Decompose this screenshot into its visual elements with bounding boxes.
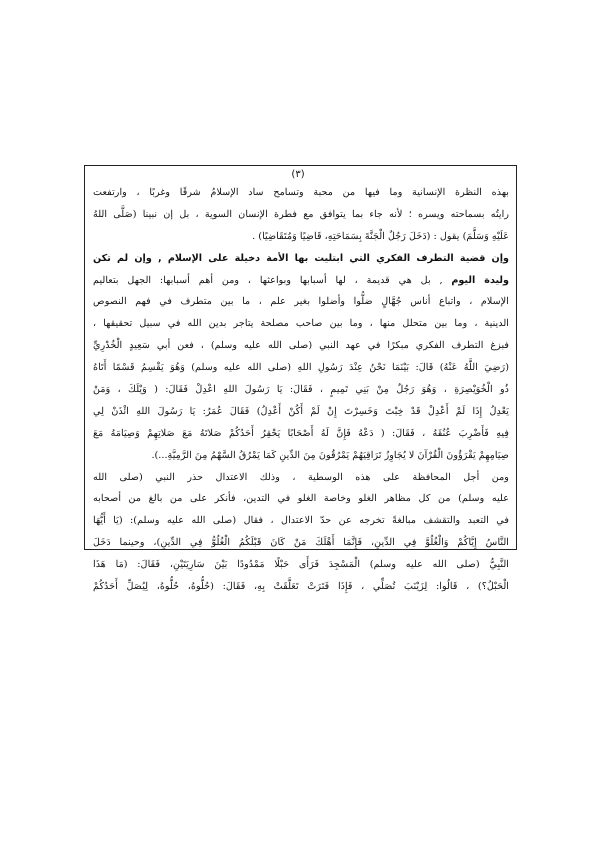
text-line: النَّاسُ إِيَّاكُمْ وَالْغُلُوَّ فِي الدِّينِ، فَإِنَّمَا أَهْلَكَ مَنْ كَانَ قَبْلَكُمُ الْغُلُوُّ فِي الدِّينِ)، وحينما دَخَلَ [93,537,509,549]
text-line: الإسلام ، واتباع أناس جُهَّالٍ ضلُّوا وأضلوا بغير علم ، ما بين متطرف في فهم النصوص [93,296,509,308]
body-text [93,182,509,598]
text-line: الْحَبْلُ؟) ، قَالُوا: لِزَيْنَبَ تُصَلِّي ، فَإِذَا فَتَرَتْ تَعَلَّقَتْ بِهِ، فَقَالَ: (حُلُّوهُ، حُلُّوهُ، لِيُصَلِّ أَحَدُكُمْ [93,581,509,593]
text-line: صِيَامِهِمْ يَقْرَؤُونَ الْقُرْآنَ لا يُجَاوِزُ تَرَاقِيَهُمْ يَمْرُقُونَ مِنَ الدِّينِ كَمَا يَمْرُقُ السَّهْمُ مِنَ الرَّمِيَّةِ...). [151,449,509,461]
text-line-mixed [93,270,509,292]
text-fragment: , بل هي قديمة ، لها أسبابها وبواعثها ، ومن أهم أسبابها: الجهل بتعاليم [93,274,452,286]
text-line: عليه وسلم) من كل مظاهر الغلو وخاصة الغلو في التدين، فأنكر على من بالغ من أصحابه [93,493,509,505]
text-line: رايتُه بسماحته ويسره ؛ لأنه جاء بما يتوافق مع فطرة الإنسان السوية ، بل إن نبينا (صَلَّى اللهُ [93,208,509,220]
text-line: عَلَيْهِ وَسَلَّمَ) يقول : (دَخَلَ رَجُلٌ الْجَنَّةَ بِسَمَاحَتِهِ، قَاضِيًا وَمُتَقَاضِيًا) . [252,230,509,242]
text-line: النَّبِيُّ (صلى الله عليه وسلم) الْمَسْجِدَ فَرَأَى حَبْلًا مَمْدُودًا بَيْنَ سَارِيَتَيْنِ، فَقَالَ: (مَا هَذَا [93,559,509,571]
text-line: الدينية ، وما بين متحلل منها ، وما بين صاحب مصلحة يتاجر بدين الله في سبيل تحقيقها ، [93,318,509,330]
text-line-bold: وإن قضية التطرف الفكري التي ابتليت بها الأمة دخيلة على الإسلام , وإن لم تكن [93,252,509,264]
bold-phrase: وليدة اليوم [451,274,509,286]
text-line: ذُو الْخُوَيْصِرَةِ ، وَهُوَ رَجُلٌ مِنْ بَنِي تَمِيمٍ ، فَقَالَ: يَا رَسُولَ اللهِ اعْدِلْ فَقَالَ: ( وَيْلَكَ ، وَمَنْ [93,384,509,396]
text-line: فبزغ التطرف الفكري مبكرًا في عهد النبي (صلى الله عليه وسلم) ، فعن أبي سَعِيدٍ الْخُدْرِيِّ [93,340,509,352]
text-line: ومن أجل المحافظة على هذه الوسطية ، وذلك الاعتدال حذر النبي (صلى الله [93,471,509,483]
text-line: في التعبد والتقشف مبالغةً تخرجه عن حدّ الاعتدال ، فقال (صلى الله عليه وسلم): (يَا أَيُّهَا [93,515,509,527]
page-number: (٣) [291,169,305,180]
text-line: بهذه النظرة الإنسانية وما فيها من محبة وتسامح ساد الإسلامُ شرقًا وغربًا ، وارتفعت [93,187,509,198]
text-line: يَعْدِلُ إِذَا لَمْ أَعْدِلْ قَدْ خِبْتَ وَخَسِرْتَ إِنْ لَمْ أَكُنْ أَعْدِلُ) فَقَالَ عُمَرُ: يَا رَسُولَ اللهِ ائْذَنْ لِي [93,405,509,417]
text-line: (رَضِيَ اللَّهُ عَنْهُ) قَالَ: بَيْنَمَا نَحْنُ عِنْدَ رَسُولِ اللهِ (صلى الله عليه وسلم) وَهُوَ يَقْسِمُ قَسْمًا أَتَاهُ [93,362,509,374]
text-line: فِيهِ فَأَضْرِبَ عُنُقَهُ ، فَقَالَ: ( دَعْهُ فَإِنَّ لَهُ أَصْحَابًا يَحْقِرُ أَحَدُكُمْ صَلاتَهُ مَعَ صَلاتِهِمْ وَصِيَامَهُ مَعَ [93,427,509,439]
